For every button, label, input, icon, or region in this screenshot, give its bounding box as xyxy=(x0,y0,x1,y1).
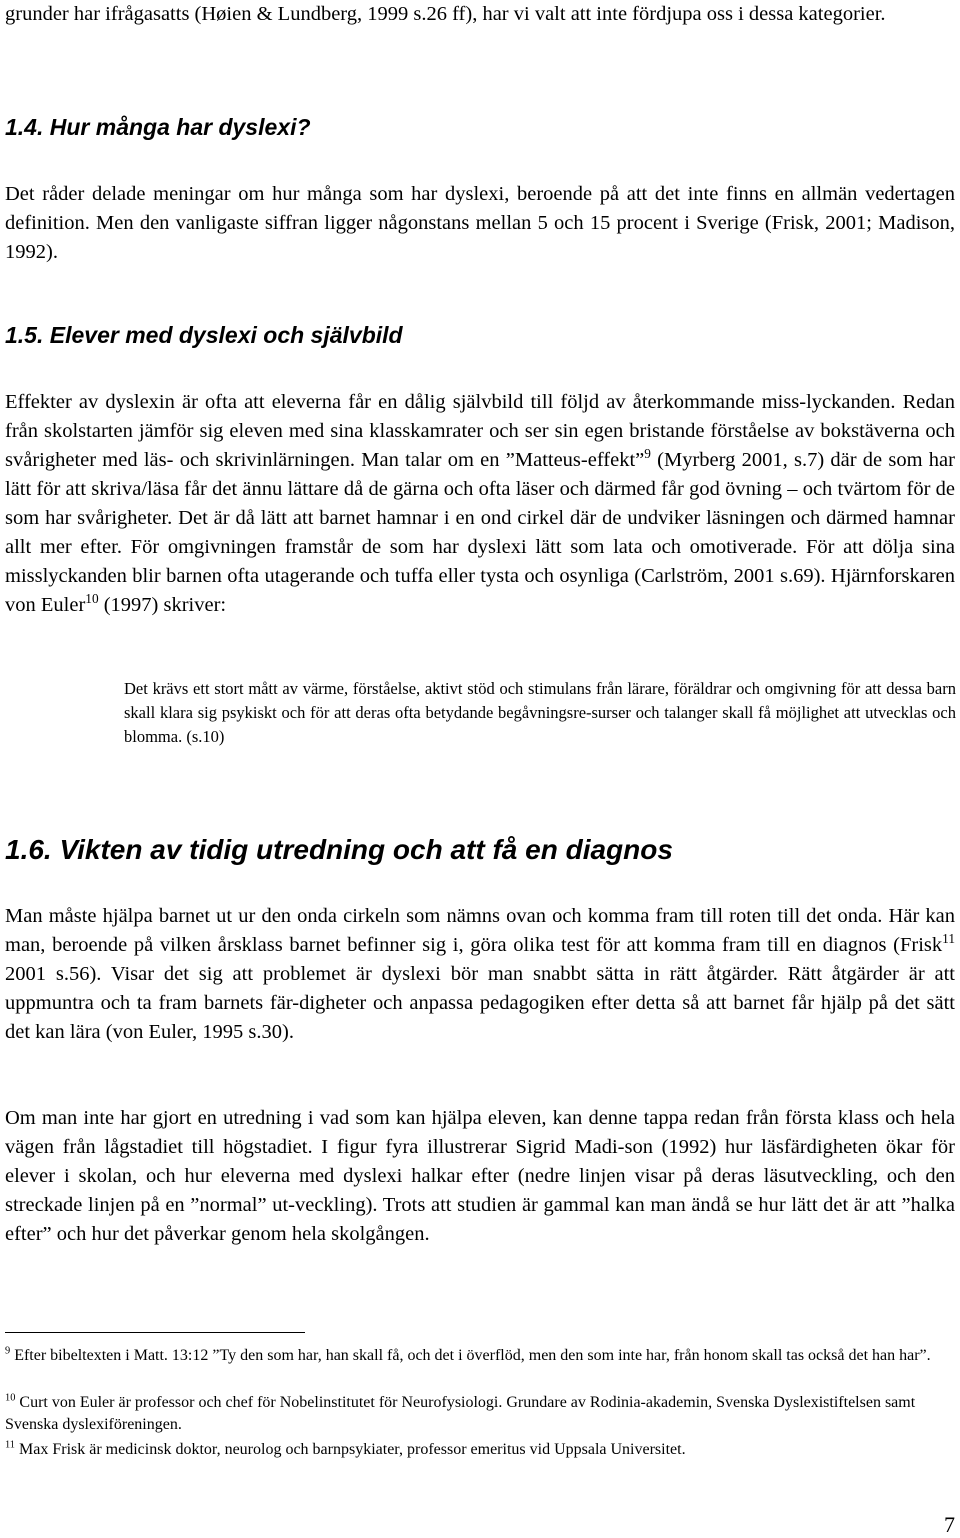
paragraph-text: (1997) skriver: xyxy=(98,594,227,616)
section-heading-1-6: 1.6. Vikten av tidig utredning och att få en diagnos xyxy=(5,834,673,865)
footnote-ref-9: 9 xyxy=(644,446,651,462)
paragraph-text: (Myrberg 2001, s.7) där de som har lätt för att skriva/läsa får det ännu lättare då de gärna och ofta läser och därmed får god övning – och tvärtom för de som har svårigheter. Det är då lätt att barnet hamnar i en ond cirkel där de undviker läsningen och därmed hamnar allt mer efter. För omgivningen framstår de som har dyslexi lätt som lata och omotiverade. För att dölja sina misslyckanden blir barnen ofta utagerande och tuffa eller tysta och osynliga (Carlström, 2001 s.69). Hjärnforskaren von Euler xyxy=(5,449,955,616)
footnote-divider xyxy=(5,1332,305,1333)
footnote-number: 11 xyxy=(5,1439,16,1451)
footnote-11 xyxy=(5,1439,955,1461)
paragraph-text: Man måste hjälpa barnet ut ur den onda cirkeln som nämns ovan och komma fram till roten till det onda. Här kan man, beroende på vilken årsklass barnet befinner sig i, göra olika test för att komma fram till en diagnos (Frisk xyxy=(5,905,955,956)
intro-paragraph: grunder har ifrågasatts (Høien & Lundberg, 1999 s.26 ff), har vi valt att inte fördjupa oss i dessa kategorier. xyxy=(5,3,886,25)
footnote-ref-10: 10 xyxy=(85,591,99,607)
page-number: 7 xyxy=(944,1512,955,1537)
footnote-10 xyxy=(5,1392,955,1435)
section-1-6-paragraph-2: Om man inte har gjort en utredning i vad som kan hjälpa eleven, kan denne tappa redan från första klass och hela vägen från lågstadiet till högstadiet. I figur fyra illustrerar Sigrid Madi-son (1992) hur läsfärdigheten ökar för elever i skolan, och hur eleverna med dyslexi halkar efter (nedre linjen visar på deras läsutveckling, och den streckade linjen på en ”normal” ut-veckling). Trots att studien är gammal kan man ändå se hur lätt det är att ”halka efter” och hur det påverkar genom hela skolgången. xyxy=(5,1107,955,1245)
section-1-4-paragraph: Det råder delade meningar om hur många som har dyslexi, beroende på att det inte finns en allmän vedertagen definition. Men den vanligaste siffran ligger någonstans mellan 5 och 15 procent i Sverige (Frisk, 2001; Madison, 1992). xyxy=(5,183,955,263)
block-quote: Det krävs ett stort mått av värme, förståelse, aktivt stöd och stimulans från lärare, föräldrar och omgivning för att dessa barn skall klara sig psykiskt och för att deras ofta betydande begåvningsre-surser och talanger skall få möjlighet att utvecklas och blomma. (s.10) xyxy=(124,679,956,746)
footnote-text: Curt von Euler är professor och chef för Nobelinstitutet för Neurofysiologi. Grundare av Rodinia-akademin, Svenska Dyslexistiftelsen samt Svenska dyslexiföreningen. xyxy=(5,1394,916,1433)
paragraph-text: Effekter av dyslexin är ofta att eleverna får en dålig självbild till följd av återkommande miss-lyckanden. Redan från skolstarten jämför sig eleven med sina klasskamrater och ser sin egen bristande förståelse av bokstäverna och svårigheter med läs- och skrivinlärningen. Man talar om en ”Matteus-effekt” xyxy=(5,391,955,471)
section-heading-1-5: 1.5. Elever med dyslexi och självbild xyxy=(5,322,403,348)
section-1-5-paragraph xyxy=(5,388,955,620)
paragraph-text: 2001 s.56). Visar det sig att problemet är dyslexi bör man snabbt sätta in rätt åtgärder. Rätt åtgärder är att uppmuntra och ta fram barnets fär-digheter och anpassa pedagogiken efter detta så att barnet får hjälp på det sätt det kan lära (von Euler, 1995 s.30). xyxy=(5,963,955,1043)
footnote-text: Max Frisk är medicinsk doktor, neurolog och barnpsykiater, professor emeritus vid Uppsala Universitet. xyxy=(15,1441,686,1458)
footnote-number: 10 xyxy=(5,1392,16,1404)
footnote-ref-11: 11 xyxy=(942,931,955,947)
footnote-9 xyxy=(5,1345,955,1367)
section-1-6-paragraph-1 xyxy=(5,902,955,1047)
footnote-number: 9 xyxy=(5,1345,11,1357)
footnote-text: Efter bibeltexten i Matt. 13:12 ”Ty den som har, han skall få, och det i överflöd, men den som inte har, från honom skall tas också det han har”. xyxy=(10,1347,931,1364)
section-heading-1-4: 1.4. Hur många har dyslexi? xyxy=(5,114,311,140)
